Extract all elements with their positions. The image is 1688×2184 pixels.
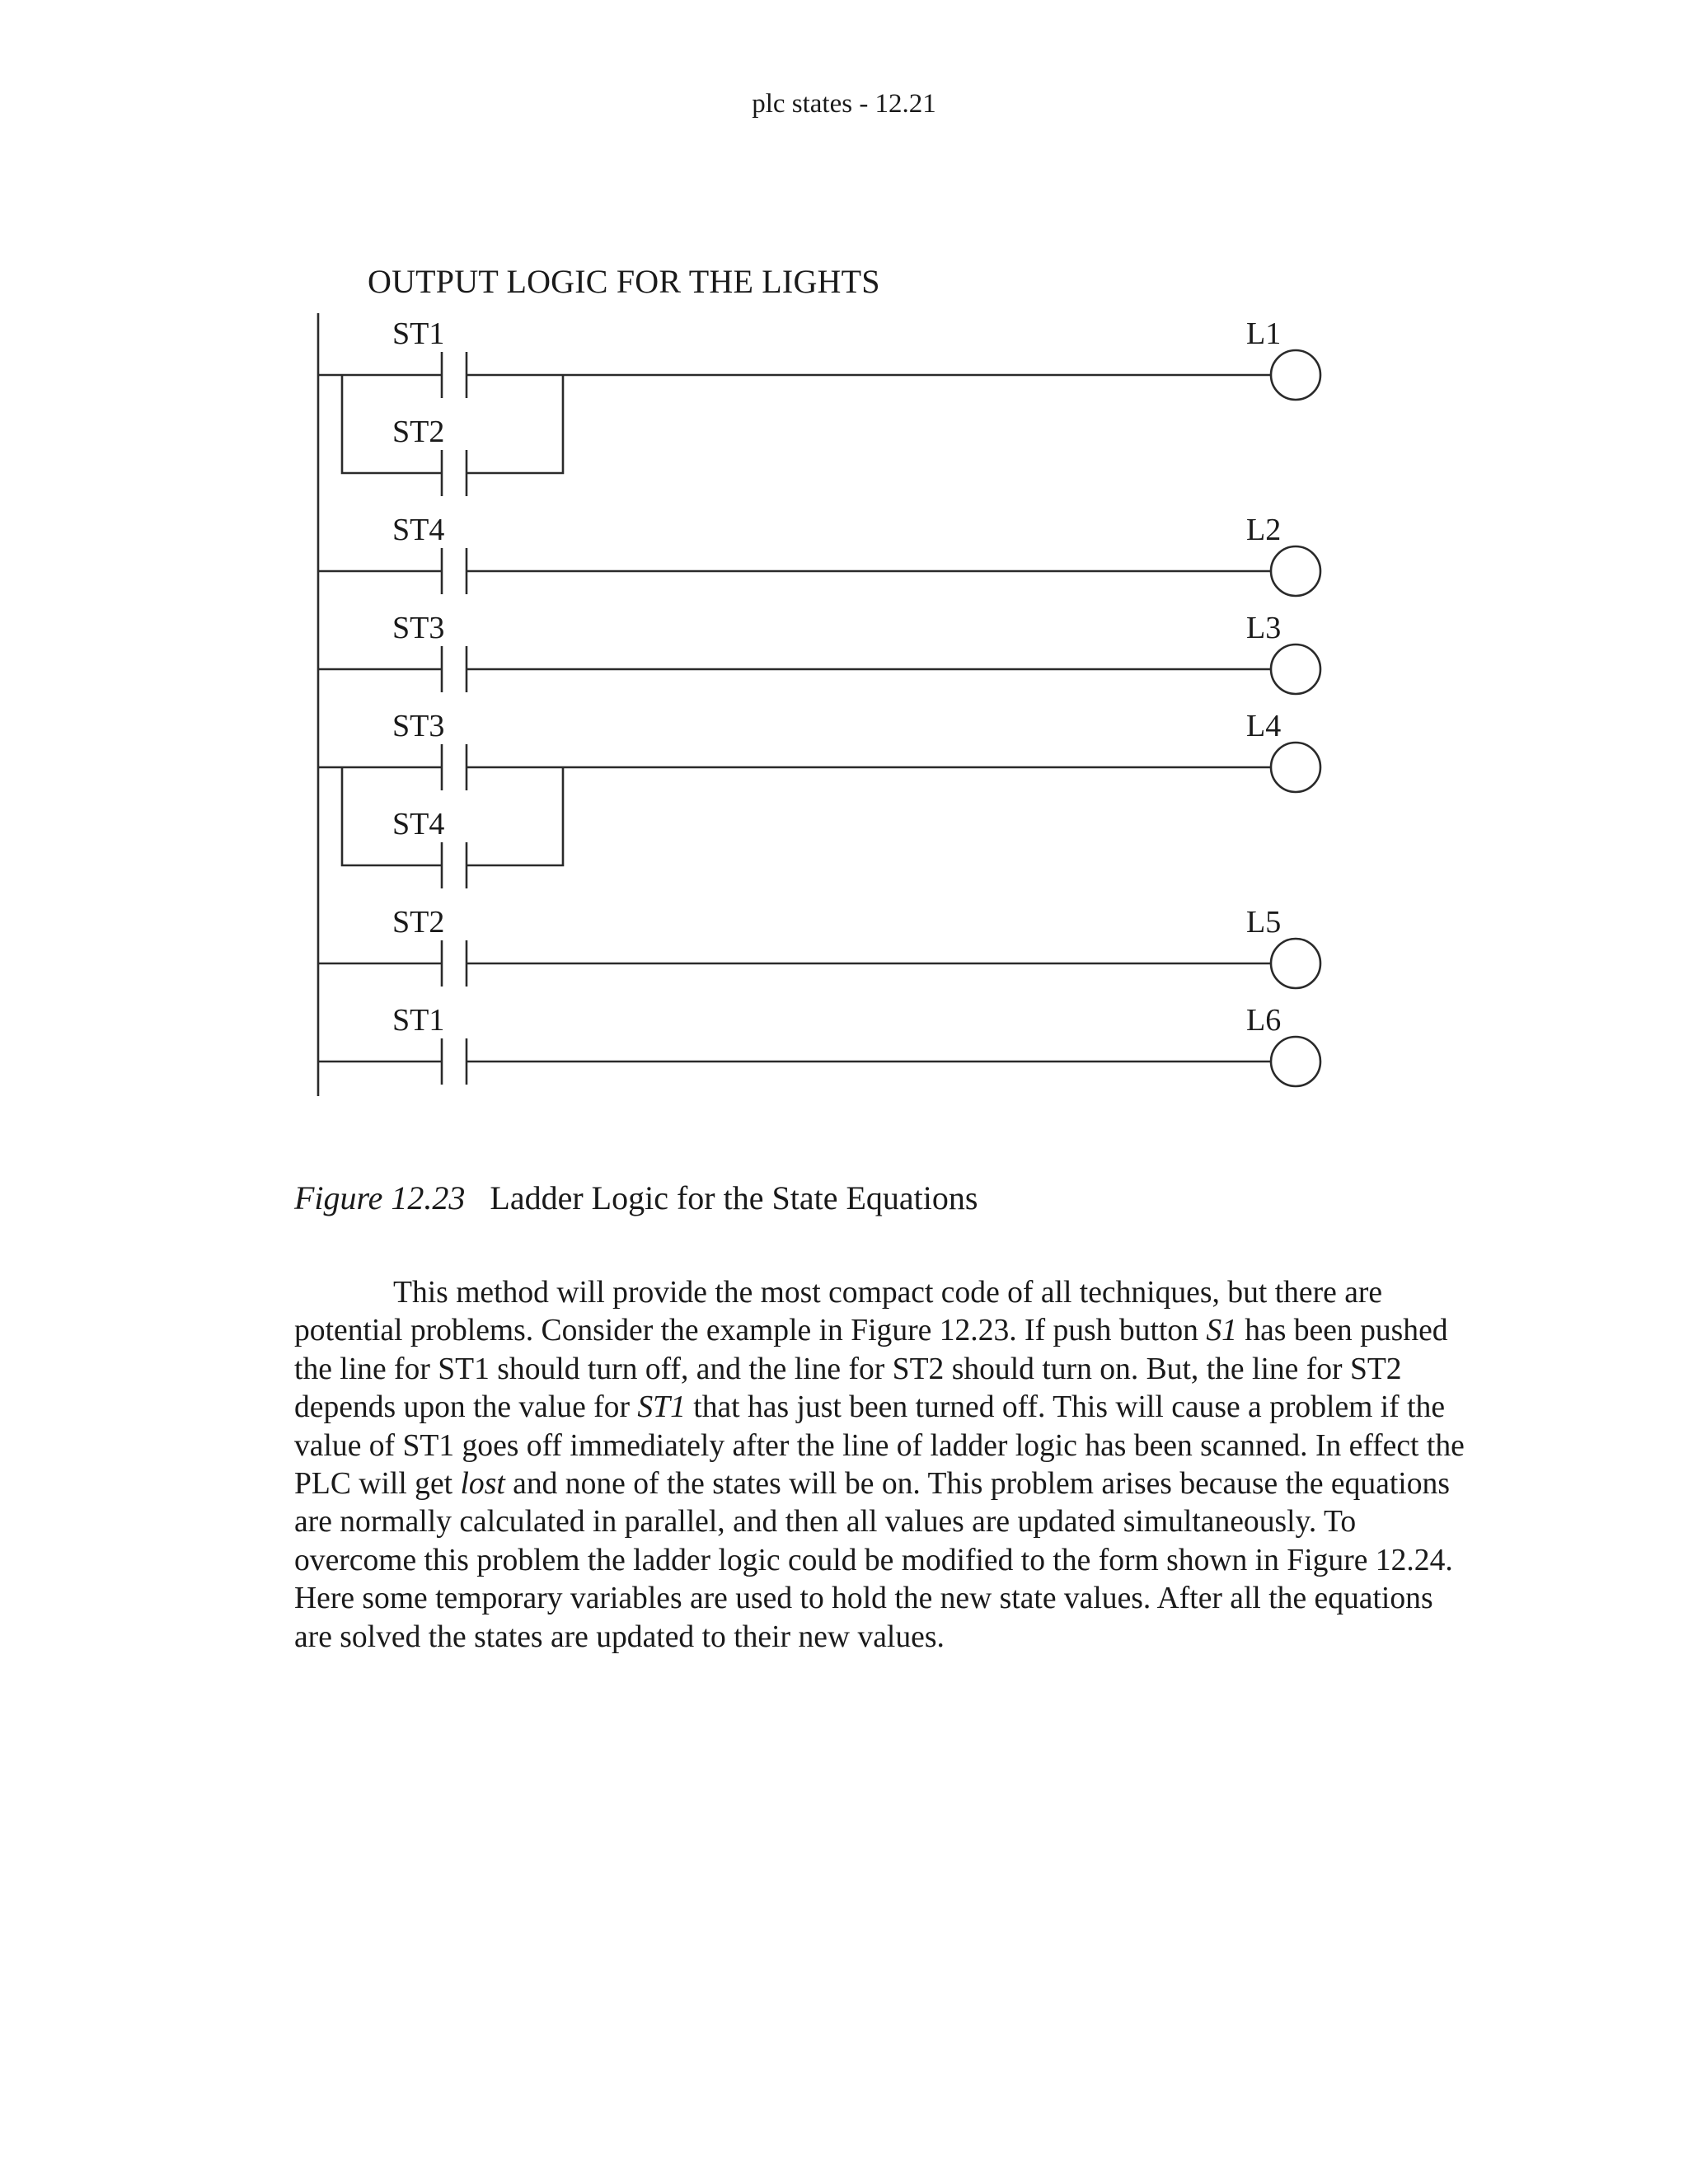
- figure-caption: [294, 1179, 978, 1217]
- contact-label: ST4: [392, 513, 445, 547]
- paragraph-text: and none of the states will be on. This problem arises because the equations are normally calculated in parallel, and then all values are updated simultaneously. To overcome this problem the ladder logic could be modified to the form shown in Figure 12.24. Here some temporary variables are used to hold the new state values. After all the equations are solved the states are updated to their new values.: [294, 1467, 1453, 1654]
- output-coil: [1271, 546, 1320, 596]
- output-coil: [1271, 1037, 1320, 1086]
- coil-label: L2: [1246, 513, 1282, 547]
- figure-number: Figure 12.23: [294, 1179, 466, 1216]
- output-coil: [1271, 939, 1320, 988]
- contact-label: ST1: [392, 1003, 445, 1038]
- coil-label: L6: [1246, 1003, 1282, 1038]
- body-paragraph: [294, 1274, 1465, 1657]
- paragraph-text: This method will provide the most compact code of all techniques, but there are potential problems. Consider the example in Figure 12.23. If push button: [294, 1276, 1383, 1348]
- contact-label: ST1: [392, 316, 445, 351]
- output-coil: [1271, 743, 1320, 792]
- figure-caption-text: Ladder Logic for the State Equations: [490, 1179, 978, 1216]
- branch-wire: [467, 767, 563, 865]
- diagram-title: OUTPUT LOGIC FOR THE LIGHTS: [368, 263, 880, 300]
- coil-label: L4: [1246, 709, 1282, 743]
- page-header: plc states - 12.21: [752, 89, 936, 119]
- paragraph-text: that has just been turned off. This will cause a problem if the value of ST1 goes off immediately after the line of ladder logic has been scanned. In effect the PLC will get: [294, 1390, 1465, 1502]
- contact-label: ST2: [392, 905, 445, 940]
- contact-label: ST3: [392, 611, 445, 645]
- coil-label: L1: [1246, 316, 1282, 351]
- paragraph-emphasis: ST1: [637, 1390, 686, 1425]
- coil-label: L3: [1246, 611, 1282, 645]
- contact-label: ST4: [392, 807, 445, 841]
- contact-label: ST3: [392, 709, 445, 743]
- paragraph-emphasis: lost: [460, 1467, 505, 1502]
- contact-label: ST2: [392, 415, 445, 449]
- branch-wire: [467, 375, 563, 473]
- output-coil: [1271, 350, 1320, 400]
- output-coil: [1271, 644, 1320, 694]
- paragraph-text: has been pushed the line for ST1 should turn off, and the line for ST2 should turn on. But, the line for ST2 depends upon the value for: [294, 1314, 1448, 1425]
- paragraph-emphasis: S1: [1206, 1314, 1237, 1348]
- coil-label: L5: [1246, 905, 1282, 940]
